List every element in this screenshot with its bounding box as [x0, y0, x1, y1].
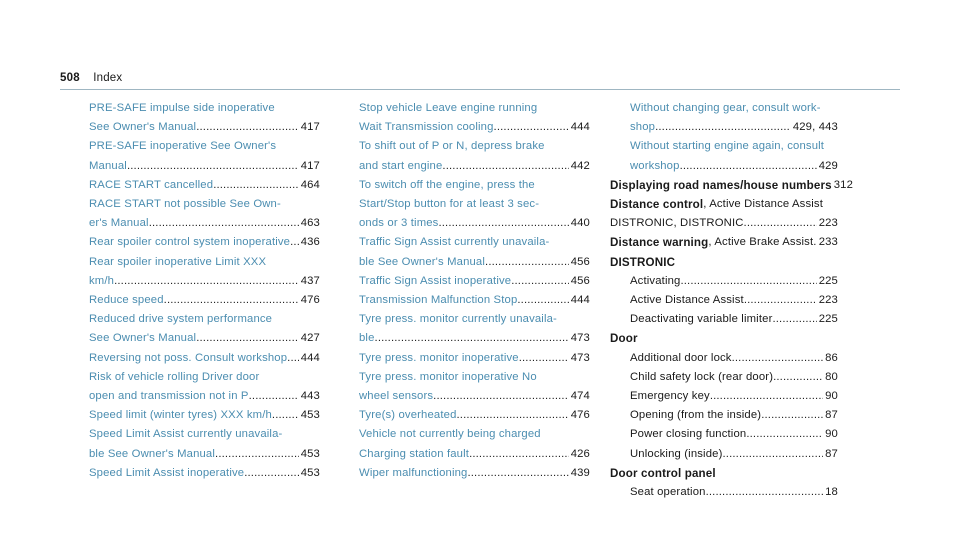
index-entry [610, 233, 838, 252]
index-link-text[interactable]: ble [359, 332, 375, 345]
page-reference: 223 [818, 217, 838, 230]
index-entry[interactable] [359, 253, 590, 272]
index-link-text[interactable]: Traffic Sign Assist currently unavaila- [359, 236, 550, 249]
page-reference: 429, 443 [792, 121, 838, 134]
index-link-text[interactable]: See Owner's Manual [89, 121, 197, 134]
index-link-text[interactable]: workshop [630, 159, 680, 172]
index-link-text[interactable]: Speed Limit Assist currently unavaila- [89, 428, 283, 441]
dot-leader [215, 445, 299, 464]
index-entry [610, 329, 838, 348]
index-entry[interactable] [359, 291, 590, 310]
dot-leader [744, 214, 817, 233]
index-entry[interactable] [89, 176, 320, 195]
dot-leader [375, 329, 569, 348]
index-entry[interactable] [610, 157, 838, 176]
index-link-text[interactable]: and start engine [359, 159, 443, 172]
index-entry [610, 406, 838, 425]
page-reference: 473 [570, 351, 590, 364]
page-reference: 453 [300, 409, 320, 422]
index-link-text[interactable]: Wait Transmission cooling [359, 121, 494, 134]
page-reference: 87 [825, 447, 838, 460]
index-link-text[interactable]: Transmission Malfunction Stop [359, 294, 518, 307]
page-reference: 476 [570, 409, 590, 422]
page-reference: 90 [825, 390, 838, 403]
page-reference: 417 [300, 121, 320, 134]
index-entry[interactable] [359, 272, 590, 291]
index-entry[interactable] [89, 329, 320, 348]
index-entry [610, 310, 838, 329]
index-entry[interactable] [89, 118, 320, 137]
page-reference: 443 [300, 390, 320, 403]
index-link-text[interactable]: open and transmission not in P [89, 390, 249, 403]
index-entry[interactable] [610, 118, 838, 137]
index-link-text[interactable]: ble See Owner's Manual [89, 447, 216, 460]
index-link-text[interactable]: Charging station fault [359, 447, 470, 460]
dot-leader [723, 445, 824, 464]
index-link-text[interactable]: km/h [89, 274, 115, 287]
index-entry-suffix: , Active Distance Assist [703, 198, 824, 211]
page-reference: 456 [570, 274, 590, 287]
page-header [60, 72, 122, 84]
page-reference: 223 [818, 294, 838, 307]
dot-leader [433, 387, 569, 406]
dot-leader [467, 464, 568, 483]
index-heading: DISTRONIC [610, 255, 676, 269]
index-entry[interactable] [89, 214, 320, 233]
dot-leader [290, 233, 299, 252]
page-reference: 456 [570, 255, 590, 268]
index-entry[interactable] [89, 349, 320, 368]
index-link-text[interactable]: Speed Limit Assist inoperative [89, 466, 245, 479]
dot-leader [249, 387, 299, 406]
index-entry[interactable] [610, 99, 838, 118]
page-reference: 444 [570, 121, 590, 134]
page-reference: 87 [825, 409, 838, 422]
index-subentry-text: Unlocking (inside) [630, 447, 723, 460]
index-column-3 [610, 99, 854, 502]
index-link-text[interactable]: Reversing not poss. Consult workshop [89, 351, 288, 364]
index-heading: Door [610, 332, 638, 346]
page-reference: 427 [300, 332, 320, 345]
dot-leader [272, 406, 299, 425]
index-subentry-text: Activating [630, 274, 681, 287]
index-link-text[interactable]: Reduced drive system performance [89, 313, 273, 326]
index-link-text[interactable]: onds or 3 times [359, 217, 439, 230]
index-entry[interactable] [359, 233, 590, 252]
index-heading: Door control panel [610, 466, 716, 480]
index-link-text[interactable]: Rear spoiler inoperative Limit XXX [89, 255, 267, 268]
index-link-text[interactable]: Tyre(s) overheated [359, 409, 457, 422]
index-entry[interactable] [359, 195, 590, 214]
dot-leader [196, 329, 298, 348]
index-entry[interactable] [359, 445, 590, 464]
dot-leader [517, 291, 568, 310]
index-entry [610, 368, 838, 387]
index-entry[interactable] [359, 368, 590, 387]
index-link-text[interactable]: Speed limit (winter tyres) XXX km/h [89, 409, 272, 422]
index-link-text[interactable]: To shift out of P or N, depress brake [359, 140, 545, 153]
page-reference: 444 [570, 294, 590, 307]
dot-leader [772, 310, 816, 329]
index-entry[interactable] [359, 387, 590, 406]
index-entry[interactable] [89, 272, 320, 291]
index-entry [610, 464, 838, 483]
index-subentry-text: Opening (from the inside) [630, 409, 762, 422]
index-link-text[interactable]: Reduce speed [89, 294, 164, 307]
page-reference: 80 [825, 370, 838, 383]
index-entry[interactable] [359, 118, 590, 137]
index-subentry-text: Additional door lock [630, 351, 732, 364]
index-entry [610, 445, 838, 464]
index-entry[interactable] [89, 425, 320, 444]
dot-leader [196, 118, 298, 137]
dot-leader [287, 349, 299, 368]
index-entry[interactable] [89, 291, 320, 310]
index-subentry-text: Seat operation [630, 486, 706, 499]
index-column-2 [359, 99, 590, 483]
index-link-text[interactable]: Wiper malfunctioning [359, 466, 468, 479]
index-entry[interactable] [359, 176, 590, 195]
index-entry-suffix: , Active Brake Assist [708, 236, 814, 249]
page-reference: 474 [570, 390, 590, 403]
dot-leader [710, 387, 823, 406]
index-link-text[interactable]: Traffic Sign Assist inoperative [359, 274, 512, 287]
index-entry[interactable] [359, 425, 590, 444]
index-subentry-text: Active Distance Assist [630, 294, 744, 307]
dot-leader [680, 272, 816, 291]
index-entry [610, 425, 838, 444]
dot-leader [438, 214, 568, 233]
page-reference: 444 [300, 351, 320, 364]
index-link-text[interactable]: er's Manual [89, 217, 149, 230]
index-subentry-text: Child safety lock (rear door) [630, 370, 774, 383]
index-entry[interactable] [89, 387, 320, 406]
page-reference: 440 [570, 217, 590, 230]
page-reference: 312 [833, 178, 854, 191]
index-entry[interactable] [89, 368, 320, 387]
index-entry[interactable] [89, 137, 320, 156]
index-entry [610, 483, 838, 502]
dot-leader [746, 425, 823, 444]
index-link-text[interactable]: Vehicle not currently being charged [359, 428, 541, 441]
index-link-text[interactable]: Tyre press. monitor currently unavaila- [359, 313, 557, 326]
page-reference: 18 [825, 486, 838, 499]
page-reference: 473 [570, 332, 590, 345]
dot-leader [457, 406, 569, 425]
index-link-text[interactable]: RACE START not possible See Own- [89, 198, 281, 211]
index-entry[interactable] [359, 329, 590, 348]
dot-leader [744, 291, 817, 310]
index-entry[interactable] [89, 464, 320, 483]
index-entry[interactable] [89, 445, 320, 464]
index-subentry-text: Deactivating variable limiter [630, 313, 773, 326]
index-entry [610, 195, 838, 214]
index-link-text[interactable]: Tyre press. monitor inoperative [359, 351, 519, 364]
index-heading: Distance control [610, 198, 704, 212]
page-reference: 464 [300, 178, 320, 191]
index-link-text[interactable]: To switch off the engine, press the [359, 178, 535, 191]
page-reference: 417 [300, 159, 320, 172]
dot-leader [706, 483, 824, 502]
index-link-text[interactable]: RACE START cancelled [89, 178, 214, 191]
page-reference: 442 [570, 159, 590, 172]
index-link-text[interactable]: Manual [89, 159, 127, 172]
dot-leader [469, 445, 569, 464]
dot-leader [442, 157, 568, 176]
index-entry[interactable] [359, 464, 590, 483]
dot-leader [164, 291, 299, 310]
index-entry[interactable] [359, 349, 590, 368]
index-entry [610, 349, 838, 368]
dot-leader [680, 157, 817, 176]
index-entry[interactable] [610, 137, 838, 156]
page-reference: 476 [300, 294, 320, 307]
index-link-text[interactable]: Stop vehicle Leave engine running [359, 102, 538, 114]
index-entry[interactable] [359, 137, 590, 156]
page-reference: 453 [300, 466, 320, 479]
index-subentry-text: Emergency key [630, 390, 710, 403]
dot-leader [485, 253, 569, 272]
index-link-text[interactable]: PRE-SAFE impulse side inoperative [89, 102, 275, 114]
page-reference: 225 [818, 274, 838, 287]
page-reference: 90 [825, 428, 838, 441]
index-entry [610, 176, 854, 195]
index-heading: Distance warning [610, 236, 709, 250]
index-entry [610, 253, 838, 272]
page-reference: 436 [300, 236, 320, 249]
page-reference: 439 [570, 466, 590, 479]
page-reference: 463 [300, 217, 320, 230]
page-reference: 426 [570, 447, 590, 460]
dot-leader [773, 368, 823, 387]
index-link-text[interactable]: shop [630, 121, 656, 134]
index-entry[interactable] [359, 406, 590, 425]
index-link-text[interactable]: Rear spoiler control system inoperative [89, 236, 291, 249]
index-entry[interactable] [359, 99, 590, 118]
dot-leader [761, 406, 823, 425]
dot-leader [732, 349, 824, 368]
dot-leader [127, 157, 299, 176]
page-number: 508 [60, 72, 80, 84]
dot-leader [213, 176, 299, 195]
index-entry[interactable] [89, 157, 320, 176]
index-entry[interactable] [89, 195, 320, 214]
index-link-text[interactable]: ble See Owner's Manual [359, 255, 486, 268]
index-link-text[interactable]: Tyre press. monitor inoperative No [359, 370, 537, 383]
page-title: Index [93, 72, 123, 84]
dot-leader [244, 464, 298, 483]
page-reference: 453 [300, 447, 320, 460]
index-column-1 [89, 99, 320, 483]
dot-leader [149, 214, 299, 233]
dot-leader [655, 118, 791, 137]
index-entry [610, 214, 838, 233]
index-entry [610, 387, 838, 406]
index-entry[interactable] [89, 310, 320, 329]
dot-leader [494, 118, 569, 137]
index-entry[interactable] [89, 406, 320, 425]
index-heading: Displaying road names/house numbers [610, 178, 832, 192]
page-reference: 437 [300, 274, 320, 287]
index-subentry-text: DISTRONIC, DISTRONIC [610, 217, 744, 230]
dot-leader [114, 272, 299, 291]
index-entry [610, 272, 838, 291]
page-reference: 429 [818, 159, 838, 172]
index-entry[interactable] [89, 233, 320, 252]
index-subentry-text: Power closing function [630, 428, 747, 441]
index-entry [610, 291, 838, 310]
dot-leader [511, 272, 568, 291]
index-link-text[interactable]: PRE-SAFE inoperative See Owner's [89, 140, 277, 153]
index-link-text[interactable]: Start/Stop button for at least 3 sec- [359, 198, 540, 211]
index-entry[interactable] [89, 253, 320, 272]
index-link-text[interactable]: See Owner's Manual [89, 332, 197, 345]
index-entry[interactable] [359, 214, 590, 233]
page-reference: 233 [818, 236, 838, 249]
index-entry[interactable] [359, 157, 590, 176]
page-reference: 86 [825, 351, 838, 364]
index-link-text[interactable]: Risk of vehicle rolling Driver door [89, 370, 260, 383]
page-reference: 225 [818, 313, 838, 326]
header-divider [60, 89, 900, 90]
index-entry[interactable] [359, 310, 590, 329]
index-link-text[interactable]: Without changing gear, consult work- [630, 102, 821, 114]
dot-leader [519, 349, 569, 368]
index-entry[interactable] [89, 99, 320, 118]
index-link-text[interactable]: wheel sensors [359, 390, 434, 403]
index-link-text[interactable]: Without starting engine again, consult [630, 140, 825, 153]
